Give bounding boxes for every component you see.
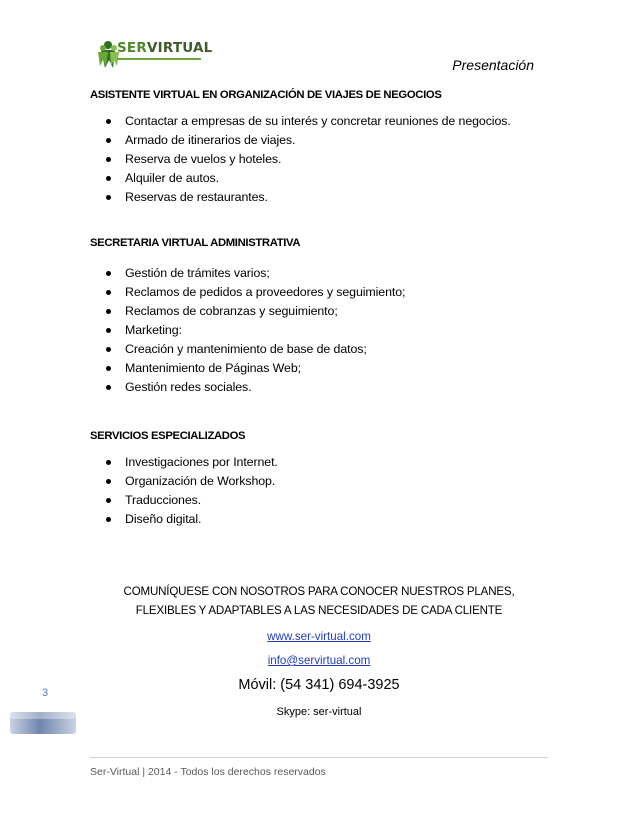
phone-number: Móvil: (54 341) 694-3925 bbox=[238, 677, 400, 693]
list-item: Reclamos de cobranzas y seguimiento; bbox=[90, 302, 405, 321]
contact-line-2: FLEXIBLES Y ADAPTABLES A LAS NECESIDADES DE CADA CLIENTE bbox=[135, 604, 503, 617]
list-item: Gestión de trámites varios; bbox=[90, 264, 405, 283]
list-item: Contactar a empresas de su interés y concretar reuniones de negocios. bbox=[90, 112, 511, 131]
list-item: Diseño digital. bbox=[90, 510, 278, 529]
page-tab-decoration bbox=[0, 710, 80, 736]
section-title-viajes: ASISTENTE VIRTUAL EN ORGANIZACIÓN DE VIAJES DE NEGOCIOS bbox=[90, 89, 442, 101]
list-item: Traducciones. bbox=[90, 491, 278, 510]
document-label: Presentación bbox=[452, 57, 534, 73]
skype-id: Skype: ser-virtual bbox=[276, 706, 362, 718]
list-item: Armado de itinerarios de viajes. bbox=[90, 131, 511, 150]
contact-line-1: COMUNÍQUESE CON NOSOTROS PARA CONOCER NUESTROS PLANES, bbox=[123, 585, 515, 598]
list-item: Reclamos de pedidos a proveedores y seguimiento; bbox=[90, 283, 405, 302]
list-item: Mantenimiento de Páginas Web; bbox=[90, 359, 405, 378]
section-title-secretaria: SECRETARIA VIRTUAL ADMINISTRATIVA bbox=[90, 237, 301, 249]
logo-ser: SER bbox=[117, 40, 147, 56]
footer-divider bbox=[90, 757, 548, 758]
people-icon bbox=[98, 41, 119, 68]
list-item: Reservas de restaurantes. bbox=[90, 188, 511, 207]
website-link[interactable]: www.ser-virtual.com bbox=[267, 630, 371, 643]
list-servicios bbox=[90, 453, 278, 529]
list-item: Creación y mantenimiento de base de datos; bbox=[90, 340, 405, 359]
section-title-servicios: SERVICIOS ESPECIALIZADOS bbox=[90, 430, 246, 442]
list-item: Investigaciones por Internet. bbox=[90, 453, 278, 472]
page-number: 3 bbox=[42, 687, 49, 699]
list-item: Alquiler de autos. bbox=[90, 169, 511, 188]
list-secretaria bbox=[90, 264, 405, 397]
email-link[interactable]: info@servirtual.com bbox=[267, 654, 371, 667]
list-viajes bbox=[90, 112, 511, 207]
list-item: Marketing: bbox=[90, 321, 405, 340]
list-item: Organización de Workshop. bbox=[90, 472, 278, 491]
list-item: Gestión redes sociales. bbox=[90, 378, 405, 397]
list-item: Reserva de vuelos y hoteles. bbox=[90, 150, 511, 169]
logo-virtual: VIRTUAL bbox=[146, 40, 213, 56]
footer-text: Ser-Virtual | 2014 - Todos los derechos reservados bbox=[90, 766, 326, 778]
logo-wordmark bbox=[117, 40, 212, 56]
